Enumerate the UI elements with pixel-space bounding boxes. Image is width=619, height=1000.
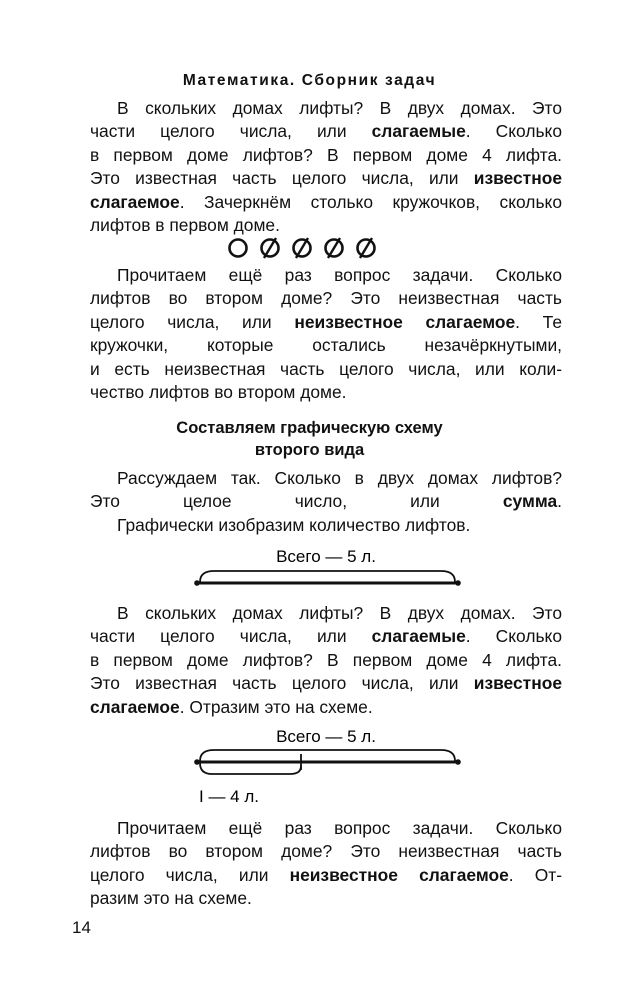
- text-run: кружочки, которые остались незачёркнутыми,: [90, 335, 562, 356]
- term-bold: известное: [473, 168, 562, 189]
- text-line: [90, 144, 562, 167]
- paragraph-3: [90, 467, 562, 537]
- text-run: целого числа, или: [90, 311, 295, 332]
- text-line: [90, 649, 562, 672]
- term-bold: слагаемое: [90, 191, 180, 212]
- paragraph-5: [90, 817, 562, 911]
- section-heading-line-1: Составляем графическую схему: [176, 419, 443, 437]
- page-number: 14: [72, 918, 91, 937]
- term-bold: сумма: [502, 491, 558, 512]
- term-bold: слагаемое: [90, 696, 180, 717]
- text-line: [90, 381, 562, 404]
- text-run: в первом доме лифтов? В первом доме 4 лифта.: [90, 144, 562, 165]
- text-run: Это известная часть целого числа, или: [90, 673, 474, 694]
- text-line: [90, 97, 562, 120]
- text-line: [90, 120, 562, 143]
- text-run: . Те: [515, 311, 562, 332]
- term-bold: известное: [473, 673, 562, 694]
- term-bold: неизвестное слагаемое: [294, 311, 516, 332]
- text-line: [90, 467, 562, 490]
- text-run: . Отразим это на схеме.: [179, 696, 373, 717]
- text-run: в первом доме лифтов? В первом доме 4 лифта.: [90, 649, 562, 670]
- text-line: [90, 311, 562, 334]
- scheme-part-end-point: [455, 759, 461, 765]
- paragraph-1: [90, 97, 562, 237]
- text-line: [90, 264, 562, 287]
- text-run: В скольких домах лифты? В двух домах. Это: [117, 98, 562, 118]
- term-bold: слагаемые: [371, 121, 466, 142]
- text-run: Это известная часть целого числа, или: [90, 168, 474, 189]
- text-run: лифтов в первом доме.: [90, 214, 280, 235]
- running-header: Математика. Сборник задач: [182, 72, 437, 89]
- scheme-total-brace: [200, 571, 455, 582]
- text-run: Прочитаем ещё раз вопрос задачи. Сколько: [117, 265, 562, 285]
- section-heading-line-2: второго вида: [254, 441, 365, 459]
- text-run: разим это на схеме.: [90, 888, 252, 909]
- section-heading: [0, 417, 619, 461]
- scheme-part-start-point: [194, 759, 200, 765]
- text-line: [90, 334, 562, 357]
- text-line: [90, 602, 562, 625]
- text-run: чество лифтов во втором доме.: [90, 381, 347, 402]
- text-run: части целого числа, или: [90, 121, 372, 142]
- text-line: [90, 696, 562, 719]
- scheme-total-end-point: [455, 580, 461, 586]
- text-run: . Сколько: [465, 626, 563, 647]
- text-run: лифтов во втором доме? Это неизвестная часть: [90, 841, 562, 862]
- text-line: [90, 287, 562, 310]
- scheme-part: [0, 718, 619, 810]
- text-run: Графически изобразим количество лифтов.: [117, 514, 471, 535]
- scheme-part-brace: [200, 763, 301, 774]
- text-line: [90, 817, 562, 840]
- text-line: [90, 490, 562, 513]
- scheme-part-total-label: Всего — 5 л.: [276, 727, 376, 746]
- text-run: и есть неизвестная часть целого числа, или коли-: [90, 358, 562, 379]
- text-run: Это целое число, или: [90, 491, 503, 512]
- text-run: .: [557, 491, 562, 512]
- paragraph-4: [90, 602, 562, 719]
- circles-figure: [225, 236, 395, 260]
- text-run: . Сколько: [465, 121, 563, 142]
- term-bold: слагаемые: [371, 626, 466, 647]
- text-line: [90, 672, 562, 695]
- term-bold: неизвестное слагаемое: [289, 864, 509, 885]
- text-line: [90, 840, 562, 863]
- text-line: [90, 887, 562, 910]
- text-run: части целого числа, или: [90, 626, 372, 647]
- text-run: Прочитаем ещё раз вопрос задачи. Сколько: [117, 818, 562, 838]
- text-run: целого числа, или: [90, 864, 290, 885]
- scheme-total-label: Всего — 5 л.: [276, 547, 376, 566]
- scheme-total: [0, 538, 619, 598]
- text-run: лифтов во втором доме? Это неизвестная часть: [90, 288, 562, 309]
- circles-row: [0, 236, 619, 265]
- text-run: Рассуждаем так. Сколько в двух домах лифтов?: [117, 468, 562, 488]
- text-run: В скольких домах лифты? В двух домах. Это: [117, 603, 562, 623]
- text-line: [90, 514, 562, 537]
- text-line: [90, 167, 562, 190]
- scheme-part-label: I — 4 л.: [199, 787, 259, 806]
- text-line: [90, 358, 562, 381]
- scheme-part-total-brace: [200, 750, 455, 761]
- text-run: . От-: [508, 864, 562, 885]
- text-line: [90, 214, 562, 237]
- text-line: [90, 625, 562, 648]
- scheme-total-start-point: [194, 580, 200, 586]
- text-line: [90, 191, 562, 214]
- text-line: [90, 864, 562, 887]
- paragraph-2: [90, 264, 562, 404]
- circle: [229, 240, 246, 257]
- text-run: . Зачеркнём столько кружочков, сколько: [179, 191, 562, 212]
